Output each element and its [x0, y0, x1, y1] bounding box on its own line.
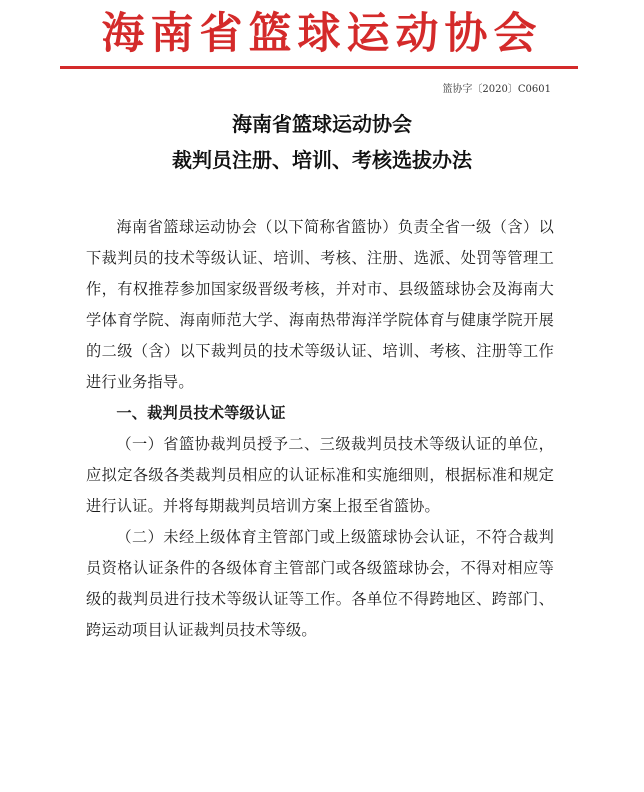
section-item-2: （二）未经上级体育主管部门或上级篮球协会认证，不符合裁判员资格认证条件的各级体育主管部门或各级篮球协会，不得对相应等级的裁判员进行技术等级认证等工作。各单位不得跨地区、跨部门、跨运动项目认证裁判员技术等级。: [86, 528, 554, 639]
section-number: 一、: [116, 404, 148, 422]
section-item-1: （一）省篮协裁判员授予二、三级裁判员技术等级认证的单位，应拟定各级各类裁判员相应的认证标准和实施细则，根据标准和规定进行认证。并将每期裁判员培训方案上报至省篮协。: [86, 435, 554, 515]
document-title-line2: 裁判员注册、培训、考核选拔办法: [172, 148, 472, 172]
letterhead-red-rule: [60, 66, 578, 69]
intro-paragraph: 海南省篮球运动协会（以下简称省篮协）负责全省一级（含）以下裁判员的技术等级认证、培训、考核、注册、选派、处罚等管理工作，有权推荐参加国家级晋级考核，并对市、县级篮球协会及海南大学体育学院、海南师范大学、海南热带海洋学院体育与健康学院开展的二级（含）以下裁判员的技术等级认证、培训、考核、注册等工作进行业务指导。: [86, 218, 554, 391]
document-title-line1: 海南省篮球运动协会: [232, 112, 412, 136]
document-number: 篮协字〔2020〕C0601: [442, 84, 551, 95]
letterhead-title: 海南省篮球运动协会: [101, 9, 543, 59]
document-body: [86, 212, 554, 646]
section-heading-text: 裁判员技术等级认证: [147, 404, 286, 422]
section-heading: [86, 398, 554, 429]
